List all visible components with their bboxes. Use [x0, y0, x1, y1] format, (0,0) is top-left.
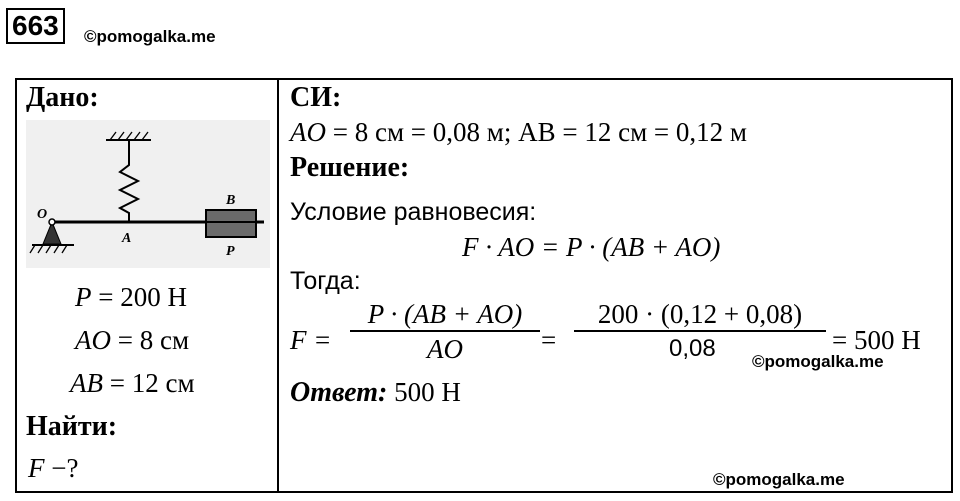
- solution-title: Решение:: [290, 152, 410, 183]
- answer-label: Ответ:: [290, 377, 388, 408]
- fraction-2-numerator: 200 · (0,12 + 0,08): [597, 299, 803, 329]
- f-equals: F =: [290, 325, 332, 355]
- watermark-bottom: ©pomogalka.me: [713, 470, 845, 489]
- label-p: P: [226, 244, 235, 259]
- label-a: A: [122, 231, 132, 246]
- si-title: СИ:: [290, 82, 342, 113]
- lever-figure: [26, 120, 270, 268]
- given-ao: AO = 8 см: [75, 325, 190, 355]
- si-line: AO = 8 см = 0,08 м; AB = 12 см = 0,12 м: [290, 117, 747, 147]
- answer-line: [290, 377, 461, 409]
- find-title: Найти:: [26, 411, 118, 442]
- find-value: F −?: [28, 453, 79, 483]
- label-o: O: [37, 207, 48, 222]
- equilibrium-text: Условие равновесия:: [290, 198, 537, 226]
- watermark-mid: ©pomogalka.me: [752, 352, 884, 371]
- fraction-1-denominator: AO: [427, 334, 463, 364]
- result-value: = 500 Н: [832, 325, 921, 355]
- load-block: [206, 210, 256, 237]
- given-p: P = 200 Н: [75, 282, 187, 312]
- then-text: Тогда:: [290, 267, 361, 295]
- fraction-2-denominator: 0,08: [669, 335, 716, 362]
- fraction-1-numerator: P · (AB + AO): [367, 299, 523, 329]
- given-title: Дано:: [26, 82, 99, 113]
- pivot-point: [49, 219, 55, 225]
- fraction-1: [350, 298, 540, 366]
- watermark-header: ©pomogalka.me: [84, 27, 216, 46]
- given-ab: AB = 12 см: [70, 368, 195, 398]
- equilibrium-equation: F · AO = P · (AB + AO): [462, 232, 721, 262]
- answer-value: 500 Н: [394, 377, 461, 407]
- label-b: B: [226, 193, 236, 208]
- column-divider: [277, 78, 279, 493]
- problem-number: 663: [6, 8, 65, 44]
